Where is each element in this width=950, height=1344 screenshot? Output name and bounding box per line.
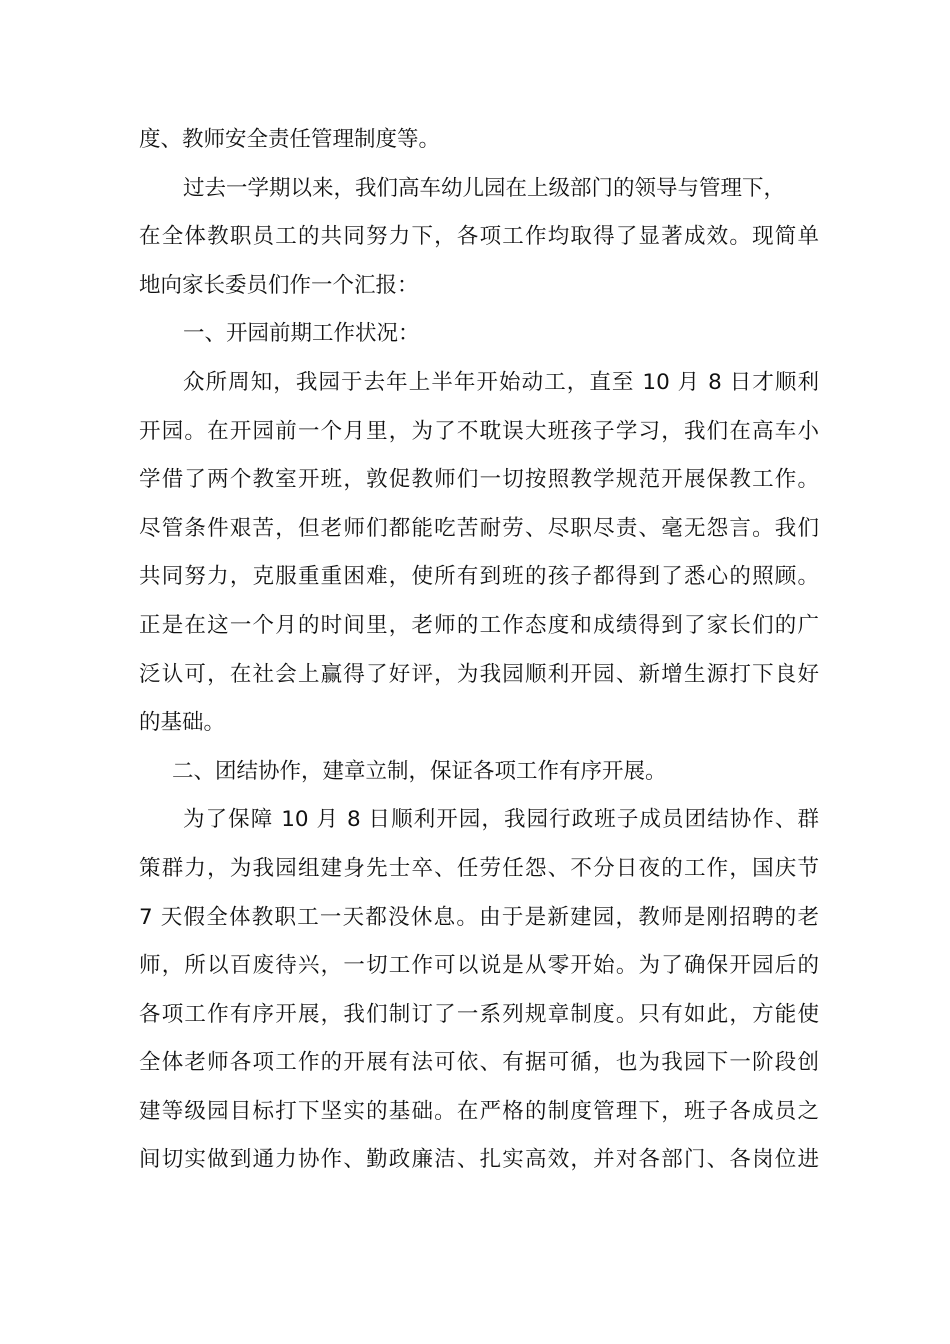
paragraph-line: 在全体教职员工的共同努力下，各项工作均取得了显著成效。现简单: [139, 224, 819, 250]
section-heading: 一、开园前期工作状况：: [183, 321, 420, 347]
section-heading: 二、团结协作，建章立制，保证各项工作有序开展。: [172, 758, 667, 784]
paragraph-line: 过去一学期以来，我们高车幼儿园在上级部门的领导与管理下，: [183, 175, 786, 201]
paragraph-line: 共同努力，克服重重困难，使所有到班的孩子都得到了悉心的照顾。: [139, 564, 819, 590]
paragraph-line: 正是在这一个月的时间里，老师的工作态度和成绩得到了家长们的广: [139, 612, 819, 638]
paragraph-line: 众所周知，我园于去年上半年开始动工，直至 10 月 8 日才顺利: [183, 369, 819, 395]
paragraph-line: 为了保障 10 月 8 日顺利开园，我园行政班子成员团结协作、群: [183, 807, 819, 833]
paragraph-line: 各项工作有序开展，我们制订了一系列规章制度。只有如此，方能使: [139, 1001, 819, 1027]
paragraph-line: 策群力，为我园组建身先士卒、任劳任怨、不分日夜的工作，国庆节: [139, 855, 819, 881]
paragraph-line: 学借了两个教室开班，敦促教师们一切按照教学规范开展保教工作。: [139, 467, 819, 493]
paragraph-line: 建等级园目标打下坚实的基础。在严格的制度管理下，班子各成员之: [139, 1098, 819, 1124]
paragraph-line: 泛认可，在社会上赢得了好评，为我园顺利开园、新增生源打下良好: [139, 661, 819, 687]
paragraph-line: 度、教师安全责任管理制度等。: [139, 127, 441, 152]
document-body: [139, 116, 819, 1185]
paragraph-line: 地向家长委员们作一个汇报：: [139, 272, 419, 298]
paragraph-line: 间切实做到通力协作、勤政廉洁、扎实高效，并对各部门、各岗位进: [139, 1147, 819, 1173]
paragraph-line: 7 天假全体教职工一天都没休息。由于是新建园，教师是刚招聘的老: [139, 904, 819, 930]
paragraph-line: 的基础。: [139, 710, 226, 736]
paragraph-line: 尽管条件艰苦，但老师们都能吃苦耐劳、尽职尽责、毫无怨言。我们: [139, 515, 819, 541]
paragraph-line: 全体老师各项工作的开展有法可依、有据可循，也为我园下一阶段创: [139, 1050, 819, 1076]
paragraph-line: 师，所以百废待兴，一切工作可以说是从零开始。为了确保开园后的: [139, 953, 819, 979]
paragraph-line: 开园。在开园前一个月里，为了不耽误大班孩子学习，我们在高车小: [139, 418, 819, 444]
